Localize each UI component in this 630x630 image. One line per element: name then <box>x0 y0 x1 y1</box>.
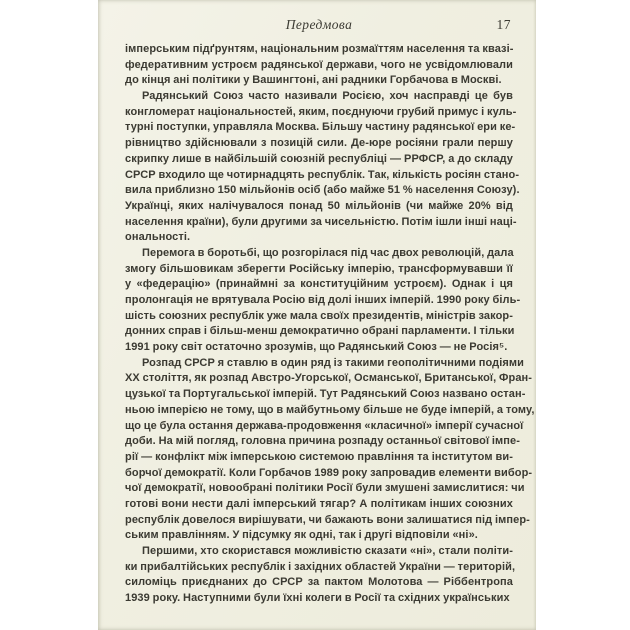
text-line: 1939 року. Наступними були їхні колеги в Росії та східних українських <box>125 592 510 605</box>
page-body-text <box>125 42 535 607</box>
running-header-title: Передмова <box>285 17 353 32</box>
text-line: турні поступки, управляла Москва. Більшу частину радянської ери ке- <box>125 121 516 134</box>
paragraph <box>125 544 516 607</box>
text-line: населення країни), були другими за чисельністю. Потім ішли інші наці- <box>125 215 517 228</box>
book-page <box>98 0 536 630</box>
text-line: федеративним устроєм радянської держави, чого не усвідомлювали <box>125 58 513 71</box>
text-line: що це була остання держава-продовження «класичної» імперії сучасної <box>125 419 524 432</box>
text-line: рівництво здійснювали з позицій сили. Де-юре росіяни грали першу <box>125 137 513 150</box>
text-line: силоміць приєднаних до СРСР за пактом Молотова — Ріббентропа <box>125 576 513 589</box>
text-line: 1991 року світ остаточно зрозумів, що Радянський Союз — не Росія⁵. <box>125 341 508 354</box>
text-line: ки прибалтійських республік і західних областей України — територій, <box>125 560 516 573</box>
text-line: пролонгація не врятувала Росію від долі інших імперій. 1990 року біль- <box>125 294 521 306</box>
text-line: готові вони нести далі імперський тягар? А політикам інших союзних <box>125 497 513 510</box>
text-line: до кінця ані політики у Вашингтоні, ані радники Горбачова в Москві. <box>125 74 502 87</box>
text-line: Перемога в боротьбі, що розгорілася під час двох революцій, дала <box>142 246 514 259</box>
text-line: СРСР входило ще чотирнадцять республік. Так, кількість росіян стано- <box>125 168 520 181</box>
text-line: республік довелося вирішувати, чи бажають вони залишатися під імпер- <box>125 513 530 526</box>
text-line: ньою імперією не тому, що в майбутньому більше не буде імперій, а тому, <box>125 403 535 416</box>
text-line: ським правлінням. У підсумку як одні, так і другі відповіли «ні». <box>125 529 478 542</box>
text-line: змогу більшовикам зберегти Російську імперію, трансформувавши її <box>125 262 513 275</box>
paragraph <box>125 356 535 544</box>
text-line: імперським підґрунтям, національним розмаїттям населення та квазі- <box>125 43 514 55</box>
text-line: рії — конфлікт між імперською системою правління та інститутом ви- <box>125 450 513 463</box>
text-line: доби. На мій погляд, головна причина розпаду останньої світової імпе- <box>125 435 521 448</box>
text-line: ХХ століття, як розпад Австро-Угорської, Османської, Британської, Фран- <box>125 372 533 385</box>
text-line: цузької та Португальської імперій. Тут Радянський Союз названо остан- <box>125 388 526 401</box>
text-line: донних справ і більш-менш демократично обрані парламенти. І тільки <box>125 325 515 338</box>
text-line: Українці, яких налічувалося понад 50 мільйонів (чи майже 20% від <box>125 199 513 212</box>
text-line: Першими, хто скористався можливістю сказати «ні», стали політи- <box>142 545 513 557</box>
text-line: Радянський Союз часто називали Росією, хоч насправді це був <box>142 90 513 103</box>
page-number: 17 <box>496 17 511 32</box>
text-line: конгломерат національностей, яким, поєднуючи грубий примус і куль- <box>125 105 517 118</box>
paragraph <box>125 89 520 246</box>
paragraph <box>125 246 521 356</box>
text-line: вила приблизно 150 мільйонів осіб (або майже 51 % населення Союзу). <box>125 184 520 197</box>
text-line: скрипку лише в найбільшій союзній республіці — РРФСР, а до складу <box>125 152 513 165</box>
text-line: у «федерацію» (принаймні за конституційним устроєм). Однак і ця <box>125 278 513 291</box>
paragraph <box>125 42 513 89</box>
text-line: ональності. <box>125 231 191 244</box>
text-line: чої демократії, новообрані політики Росії були змушені замислитися: чи <box>125 482 525 495</box>
text-line: Розпад СРСР я ставлю в один ряд із такими геополітичними подіями <box>142 356 525 369</box>
text-line: шість союзних республік уже мала своїх президентів, міністрів закор- <box>125 309 513 322</box>
text-line: борчої демократії. Коли Горбачов 1989 року запровадив елементи вибор- <box>125 466 533 479</box>
page-header <box>125 17 513 35</box>
